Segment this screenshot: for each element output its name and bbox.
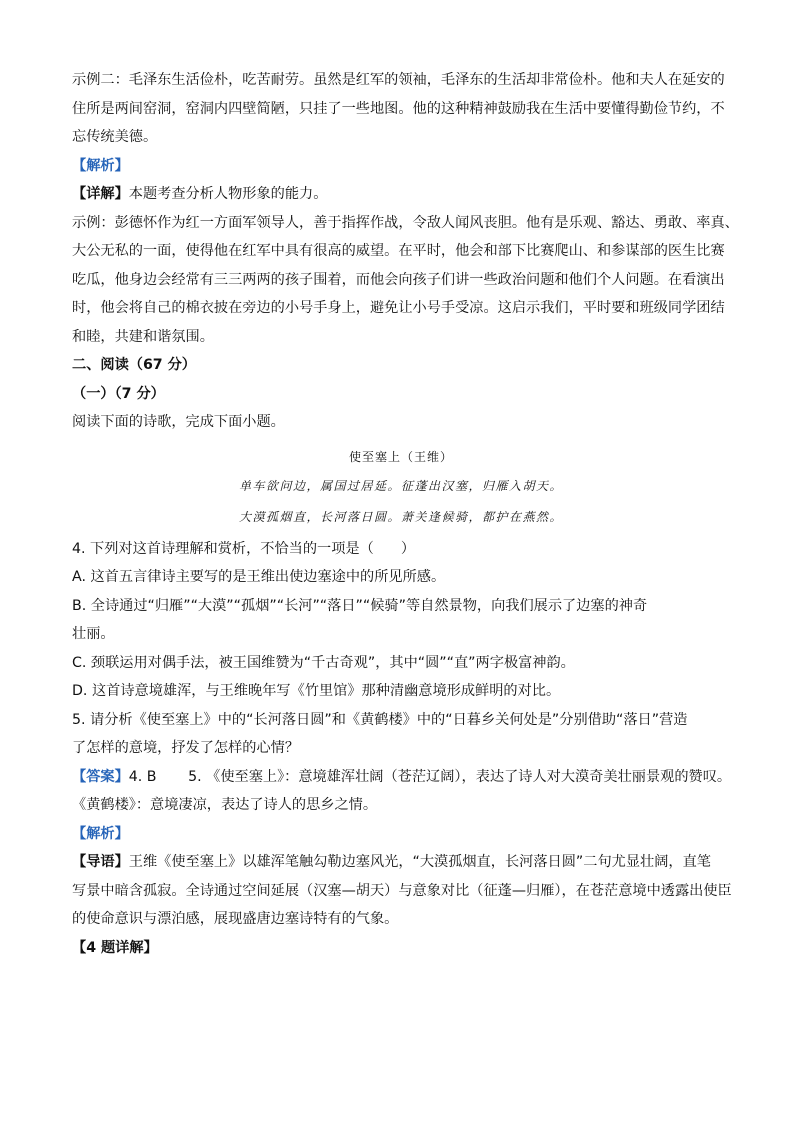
question-5-stem-continued: 了怎样的意境，抒发了怎样的心情？	[72, 740, 300, 756]
answer-label: 【答案】	[72, 768, 129, 785]
detail-text: 本题考查分析人物形象的能力。	[128, 186, 328, 202]
reading-instruction: 阅读下面的诗歌，完成下面小题。	[72, 414, 285, 430]
detail-label: 【详解】	[72, 186, 129, 202]
section-heading: 二、阅读（67 分）	[72, 357, 196, 373]
example-text-line: 示例：彭德怀作为红一方面军领导人，善于指挥作战，令敌人闻风丧胆。他有是乐观、豁达、勇敢、率真、	[72, 214, 739, 231]
answer-line	[72, 763, 756, 792]
example2-line-1: 示例二：毛泽东生活俭朴，吃苦耐劳。虽然是红军的领袖，毛泽东的生活却非常俭朴。他和夫人在延安的	[72, 72, 725, 88]
option-c: C. 颈联运用对偶手法，被王国维赞为“千古奇观”，其中“圆”“直”两字极富神韵。	[72, 654, 575, 671]
guide-line	[72, 848, 756, 877]
analysis-label: 【解析】	[72, 157, 129, 174]
option-b-continued: 壮丽。	[72, 626, 115, 642]
example-text-line: 时，他会将自己的棉衣披在旁边的小号手身上，避免让小号手受凉。这启示我们，平时要和班级同学团结	[72, 300, 725, 316]
option-a: A. 这首五言律诗主要写的是王维出使边塞途中的所见所感。	[72, 569, 446, 585]
example2-line-2: 住所是两间窑洞，窑洞内四壁简陋，只挂了一些地图。他的这种精神鼓励我在生活中要懂得勤俭节约，不	[72, 100, 725, 117]
guide-text-line: 的使命意识与漂泊感，展现盛唐边塞诗特有的气象。	[72, 911, 399, 927]
example-text-line: 和睦，共建和谐氛围。	[72, 328, 214, 345]
guide-text-line: 写景中暗含孤寂。全诗通过空间延展（汉塞—胡天）与意象对比（征蓬—归雁），在苍茫意境中透露出使臣	[72, 882, 732, 899]
detail-line	[72, 180, 756, 209]
question-4-stem: 4. 下列对这首诗理解和赏析，不恰当的一项是（ ）	[72, 540, 416, 557]
option-b: B. 全诗通过“归雁”“大漠”“孤烟”“长河”“落日”“候骑”等自然景物，向我们展示了边塞的神奇	[72, 597, 648, 614]
q4-detail-label: 【4 题详解】	[72, 939, 158, 956]
poem-line: 单车欲问边，属国过居延。征蓬出汉塞，归雁入胡天。	[238, 478, 563, 493]
answer-text: 4. B 5. 《使至塞上》：意境雄浑壮阔（苍茫辽阔），表达了诗人对大漠奇美壮丽景观的赞叹。	[128, 768, 732, 785]
poem-title: 使至塞上（王维）	[348, 449, 453, 464]
poem-line: 大漠孤烟直，长河落日圆。萧关逢候骑，都护在燕然。	[238, 509, 563, 524]
option-d: D. 这首诗意境雄浑，与王维晚年写《竹里馆》那种清幽意境形成鲜明的对比。	[72, 683, 561, 699]
guide-text: 王维《使至塞上》以雄浑笔触勾勒边塞风光，“大漠孤烟直，长河落日圆”二句尤显壮阔，直笔	[128, 854, 711, 870]
answer-line-2: 《黄鹤楼》：意境凄凉，表达了诗人的思乡之情。	[72, 797, 378, 813]
subsection-heading: （一）（7 分）	[72, 385, 165, 402]
example-text-line: 大公无私的一面，使得他在红军中具有很高的威望。在平时，他会和部下比赛爬山、和参谋部的医生比赛	[72, 243, 725, 259]
analysis-label: 【解析】	[72, 825, 129, 842]
example2-line-3: 忘传统美德。	[72, 129, 158, 145]
question-5-stem: 5. 请分析《使至塞上》中的“长河落日圆”和《黄鹤楼》中的“日暮乡关何处是”分别借助“落日”营造	[72, 711, 688, 728]
guide-label: 【导语】	[72, 854, 129, 870]
example-text-line: 吃瓜，他身边会经常有三三两两的孩子围着，而他会向孩子们讲一些政治问题和他们个人问题。在看演出	[72, 271, 725, 288]
